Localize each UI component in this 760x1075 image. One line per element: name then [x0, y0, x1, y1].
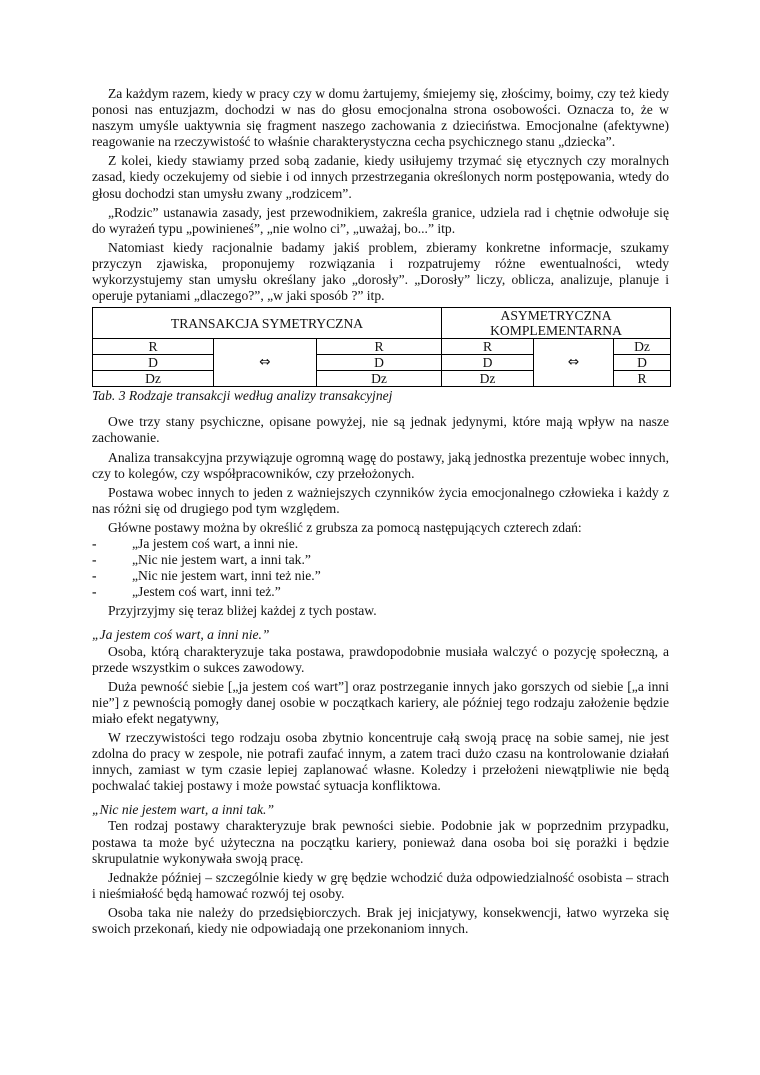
table-cell: R [93, 339, 214, 355]
list-item [92, 584, 669, 600]
paragraph: W rzeczywistości tego rodzaju osoba zbytnio koncentruje całą swoją pracę na sobie samej, nie jest zdolna do pracy w zespole, nie potrafi zaufać innym, a zatem traci dużo czasu na kontrolowanie działań innych, zamiast w tym czasie lepiej zaplanować własne. Koledzy i przełożeni niewątpliwie nie będą pochwalać takiej postawy i może powstać sytuacja konfliktowa. [92, 730, 669, 794]
list-item-text: „Ja jestem coś wart, a inni nie. [132, 535, 299, 551]
section-heading: „Ja jestem coś wart, a inni nie.” [92, 627, 270, 643]
paragraph: Osoba, którą charakteryzuje taka postawa, prawdopodobnie musiała walczyć o pozycję społeczną, a przede wszystkim o sukces zawodowy. [92, 643, 669, 675]
paragraph: Duża pewność siebie [„ja jestem coś wart”] oraz postrzeganie innych jako gorszych od siebie [„a inni nie”] z pewnością pomogły danej osobie w początkach kariery, ale później tego rodzaju założenie będzie miało efekt negatywny, [92, 678, 669, 726]
paragraph: Natomiast kiedy racjonalnie badamy jakiś problem, zbieramy konkretne informacje, szukamy przyczyn zjawiska, proponujemy rozwiązania i rozpatrujemy różne ewentualności, wtedy wykorzystujemy stan umysłu określany jako „dorosły”. „Dorosły” liczy, oblicza, analizuje, planuje i operuje pytaniami „dlaczego?”, „w jaki sposób ?” itp. [92, 239, 669, 304]
list-item [92, 552, 669, 568]
paragraph: Główne postawy można by określić z grubsza za pomocą następujących czterech zdań: [108, 519, 582, 535]
paragraph: Z kolei, kiedy stawiamy przed sobą zadanie, kiedy usiłujemy trzymać się etycznych czy moralnych zasad, kiedy oczekujemy od siebie i od innych przestrzegania określonych norm postępowania, wtedy do głosu dochodzi stan umysłu zwany „rodzicem”. [92, 153, 669, 201]
table-header-asymmetric: ASYMETRYCZNA KOMPLEMENTARNA [442, 308, 671, 339]
transaction-table [92, 307, 671, 387]
paragraph: Za każdym razem, kiedy w pracy czy w domu żartujemy, śmiejemy się, złościmy, boimy, czy też kiedy ponosi nas entuzjazm, dochodzi w nas do głosu emocjonalna strona osobowości. Oznacza to, że w naszym umyśle uaktywnia się fragment naszego zachowania z dzieciństwa. Emocjonalne (afektywne) reagowanie na rzeczywistość to właśnie charakterystyczna cecha psychicznego stanu „dziecka”. [92, 86, 669, 150]
dash-bullet: - [92, 568, 97, 584]
paragraph: Analiza transakcyjna przywiązuje ogromną wagę do postawy, jaką jednostka prezentuje wobec innych, czy to kolegów, czy współpracowników, czy przełożonych. [92, 449, 669, 481]
table-caption: Tab. 3 Rodzaje transakcji według analizy transakcyjnej [92, 388, 393, 404]
table-cell: Dz [442, 371, 534, 387]
table-cell: D [614, 355, 671, 371]
dash-bullet: - [92, 552, 97, 568]
table-cell: Dz [317, 371, 442, 387]
dash-bullet: - [92, 584, 97, 600]
paragraph: „Rodzic” ustanawia zasady, jest przewodnikiem, zakreśla granice, udziela rad i chętnie odwołuje się do wyrażeń typu „powinieneś”, „nie wolno ci”, „uważaj, bo...” itp. [92, 204, 669, 236]
table-cell: Dz [614, 339, 671, 355]
section-heading: „Nic nie jestem wart, a inni tak.” [92, 802, 275, 818]
paragraph: Osoba taka nie należy do przedsiębiorczych. Brak jej inicjatywy, konsekwencji, łatwo wyrzeka się swoich przekonań, kiedy nie odpowiadają one przekonaniom innych. [92, 904, 669, 937]
table-row [93, 339, 671, 355]
paragraph: Jednakże później – szczególnie kiedy w grę będzie wchodzić duża odpowiedzialność osobista – strach i nieśmiałość będą hamować rozwój tej osoby. [92, 869, 669, 901]
table-header-symmetric: TRANSAKCJA SYMETRYCZNA [93, 308, 442, 339]
list-item-text: „Jestem coś wart, inni też.” [132, 584, 281, 600]
list-item-text: „Nic nie jestem wart, a inni tak.” [132, 552, 311, 568]
paragraph: Postawa wobec innych to jeden z ważniejszych czynników życia emocjonalnego człowieka i każdy z nas różni się od drugiego pod tym względem. [92, 484, 669, 516]
table-cell: R [317, 339, 442, 355]
paragraph: Owe trzy stany psychiczne, opisane powyżej, nie są jednak jedynymi, które mają wpływ na nasze zachowanie. [92, 414, 669, 446]
dash-bullet: - [92, 535, 97, 551]
table-cell: Dz [93, 371, 214, 387]
double-arrow-icon: ⇔ [214, 339, 317, 387]
page-content [92, 86, 669, 937]
paragraph: Przyjrzyjmy się teraz bliżej każdej z tych postaw. [108, 603, 377, 619]
double-arrow-icon: ⇔ [534, 339, 614, 387]
table-cell: D [317, 355, 442, 371]
table-cell: D [93, 355, 214, 371]
paragraph: Ten rodzaj postawy charakteryzuje brak pewności siebie. Podobnie jak w poprzednim przypadku, postawa ta może być użyteczna na początku kariery, ponieważ dana osoba boi się porażki i będzie skrupulatnie wykonywała swoją pracę. [92, 818, 669, 866]
table-cell: R [614, 371, 671, 387]
table-cell: R [442, 339, 534, 355]
table-cell: D [442, 355, 534, 371]
postures-list [92, 536, 669, 600]
list-item-text: „Nic nie jestem wart, inni też nie.” [132, 568, 321, 584]
list-item [92, 568, 669, 584]
table-header-row [93, 308, 671, 339]
list-item [92, 536, 669, 552]
